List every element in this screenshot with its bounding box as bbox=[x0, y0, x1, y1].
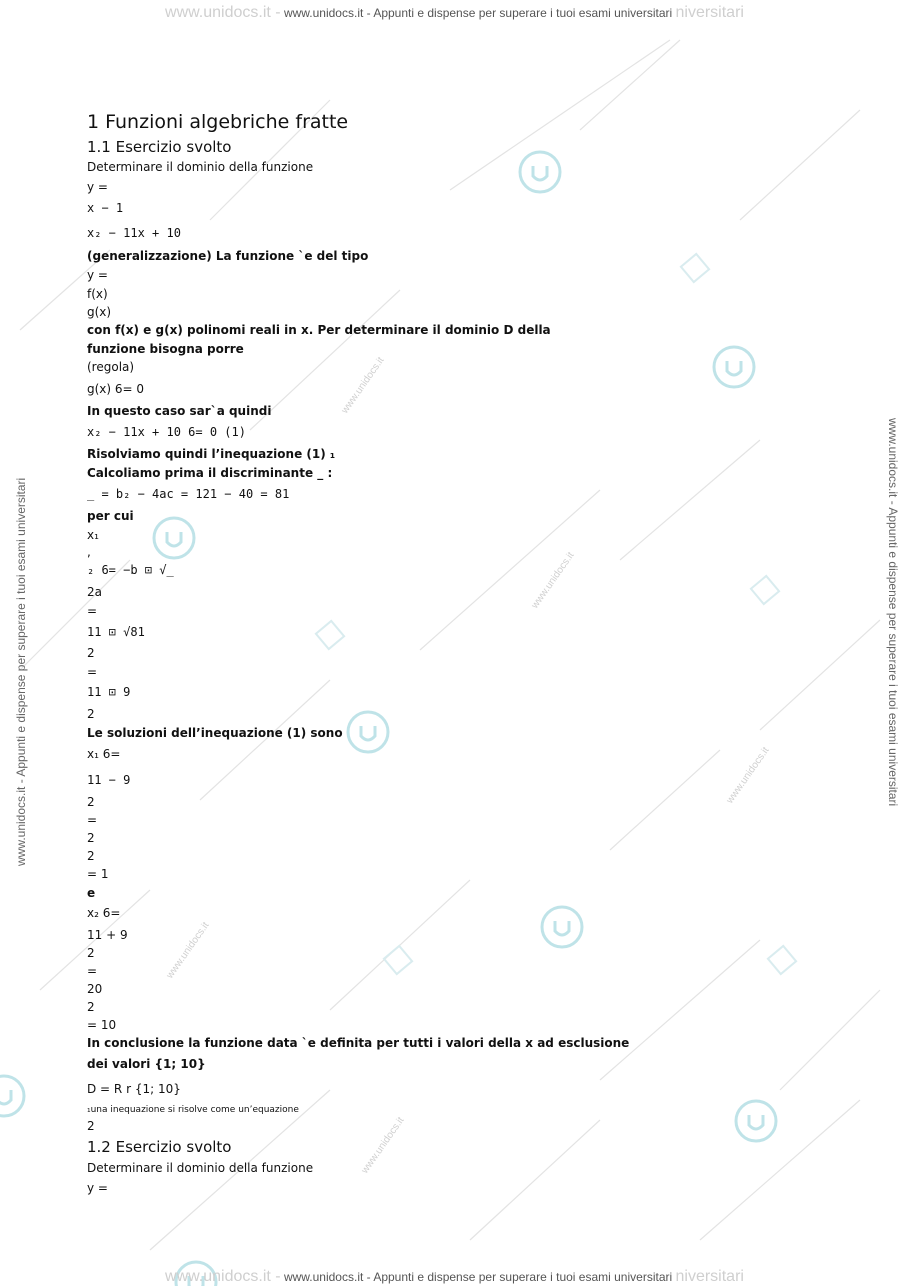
math-line: g(x) bbox=[87, 305, 112, 319]
math-line: = 1 bbox=[87, 867, 109, 881]
math-line: 2 bbox=[87, 849, 95, 863]
top-watermark-text: www.unidocs.it - Appunti e dispense per superare i tuoi esami universitari bbox=[283, 6, 673, 20]
text-line: Determinare il dominio della funzione bbox=[87, 1161, 314, 1175]
math-line: 2 bbox=[87, 707, 95, 721]
text-line: Determinare il dominio della funzione bbox=[87, 160, 314, 174]
text-line: (generalizzazione) La funzione `e del tipo bbox=[87, 249, 369, 263]
text-line: Calcoliamo prima il discriminante _ : bbox=[87, 466, 333, 480]
math-line: x₁ bbox=[87, 528, 99, 542]
math-line: = 10 bbox=[87, 1018, 117, 1032]
diagonal-watermark: www.unidocs.it bbox=[359, 1115, 407, 1176]
math-line: f(x) bbox=[87, 287, 108, 301]
bottom-watermark-faint-right: niversitari bbox=[675, 1268, 744, 1285]
math-line: 2a bbox=[87, 585, 102, 599]
text-line: per cui bbox=[87, 509, 134, 523]
math-line: 20 bbox=[87, 982, 103, 996]
bottom-watermark-text: www.unidocs.it - Appunti e dispense per superare i tuoi esami universitari bbox=[283, 1270, 673, 1284]
text-line: y = bbox=[87, 180, 108, 194]
right-side-watermark: www.unidocs.it - Appunti e dispense per superare i tuoi esami universitari bbox=[886, 418, 900, 807]
diagonal-watermark: www.unidocs.it bbox=[164, 920, 212, 981]
math-line: x₁ 6= bbox=[87, 747, 121, 761]
text-line: (regola) bbox=[87, 360, 135, 374]
math-line: ₂ 6= −b ⊡ √_ bbox=[87, 563, 174, 577]
top-watermark-faint-left: www.unidocs.it - bbox=[165, 4, 281, 21]
diagonal-watermark: www.unidocs.it bbox=[339, 355, 387, 416]
math-line: 2 bbox=[87, 946, 95, 960]
diagonal-watermark: www.unidocs.it bbox=[529, 550, 577, 611]
text-line: In questo caso sar`a quindi bbox=[87, 404, 272, 418]
math-line: = bbox=[87, 665, 98, 679]
text-line: y = bbox=[87, 1181, 108, 1195]
text-line: funzione bisogna porre bbox=[87, 342, 244, 356]
subsection-heading: 1.1 Esercizio svolto bbox=[87, 138, 232, 156]
math-line: x₂ − 11x + 10 bbox=[87, 226, 181, 240]
math-line: _ = b₂ − 4ac = 121 − 40 = 81 bbox=[87, 487, 290, 501]
math-line: = bbox=[87, 964, 98, 978]
math-line: x₂ 6= bbox=[87, 906, 121, 920]
page-number: 2 bbox=[87, 1119, 95, 1133]
math-line: x − 1 bbox=[87, 201, 124, 215]
text-line: Risolviamo quindi l’inequazione (1) ₁ bbox=[87, 447, 336, 461]
math-line: 2 bbox=[87, 795, 95, 809]
math-line: 11 ⊡ 9 bbox=[87, 685, 131, 699]
math-line: g(x) 6= 0 bbox=[87, 382, 145, 396]
top-watermark bbox=[0, 4, 909, 22]
math-line: = bbox=[87, 604, 98, 618]
subsection-heading: 1.2 Esercizio svolto bbox=[87, 1138, 232, 1156]
math-line: 11 − 9 bbox=[87, 773, 131, 787]
top-watermark-faint-right: niversitari bbox=[675, 4, 744, 21]
bottom-watermark-faint-left: www.unidocs.it - bbox=[165, 1268, 281, 1285]
text-line: y = bbox=[87, 268, 108, 282]
math-line: , bbox=[87, 545, 91, 559]
math-line: 2 bbox=[87, 646, 95, 660]
math-line: = bbox=[87, 813, 98, 827]
text-line: con f(x) e g(x) polinomi reali in x. Per determinare il dominio D della bbox=[87, 323, 551, 337]
diagonal-watermark: www.unidocs.it bbox=[724, 745, 772, 806]
text-line: dei valori {1; 10} bbox=[87, 1057, 206, 1071]
text-line: e bbox=[87, 886, 96, 900]
math-line: x₂ − 11x + 10 6= 0 (1) bbox=[87, 425, 246, 439]
math-line: D = R r {1; 10} bbox=[87, 1082, 181, 1096]
bottom-watermark bbox=[0, 1268, 909, 1286]
math-line: 2 bbox=[87, 831, 95, 845]
section-heading: 1 Funzioni algebriche fratte bbox=[87, 111, 349, 133]
text-line: In conclusione la funzione data `e definita per tutti i valori della x ad esclusione bbox=[87, 1036, 630, 1050]
text-line: Le soluzioni dell’inequazione (1) sono bbox=[87, 726, 343, 740]
math-line: 11 + 9 bbox=[87, 928, 128, 942]
left-side-watermark: www.unidocs.it - Appunti e dispense per superare i tuoi esami universitari bbox=[14, 477, 28, 866]
math-line: 11 ⊡ √81 bbox=[87, 625, 145, 639]
math-line: 2 bbox=[87, 1000, 95, 1014]
footnote: ₁una inequazione si risolve come un’equazione bbox=[87, 1105, 299, 1115]
